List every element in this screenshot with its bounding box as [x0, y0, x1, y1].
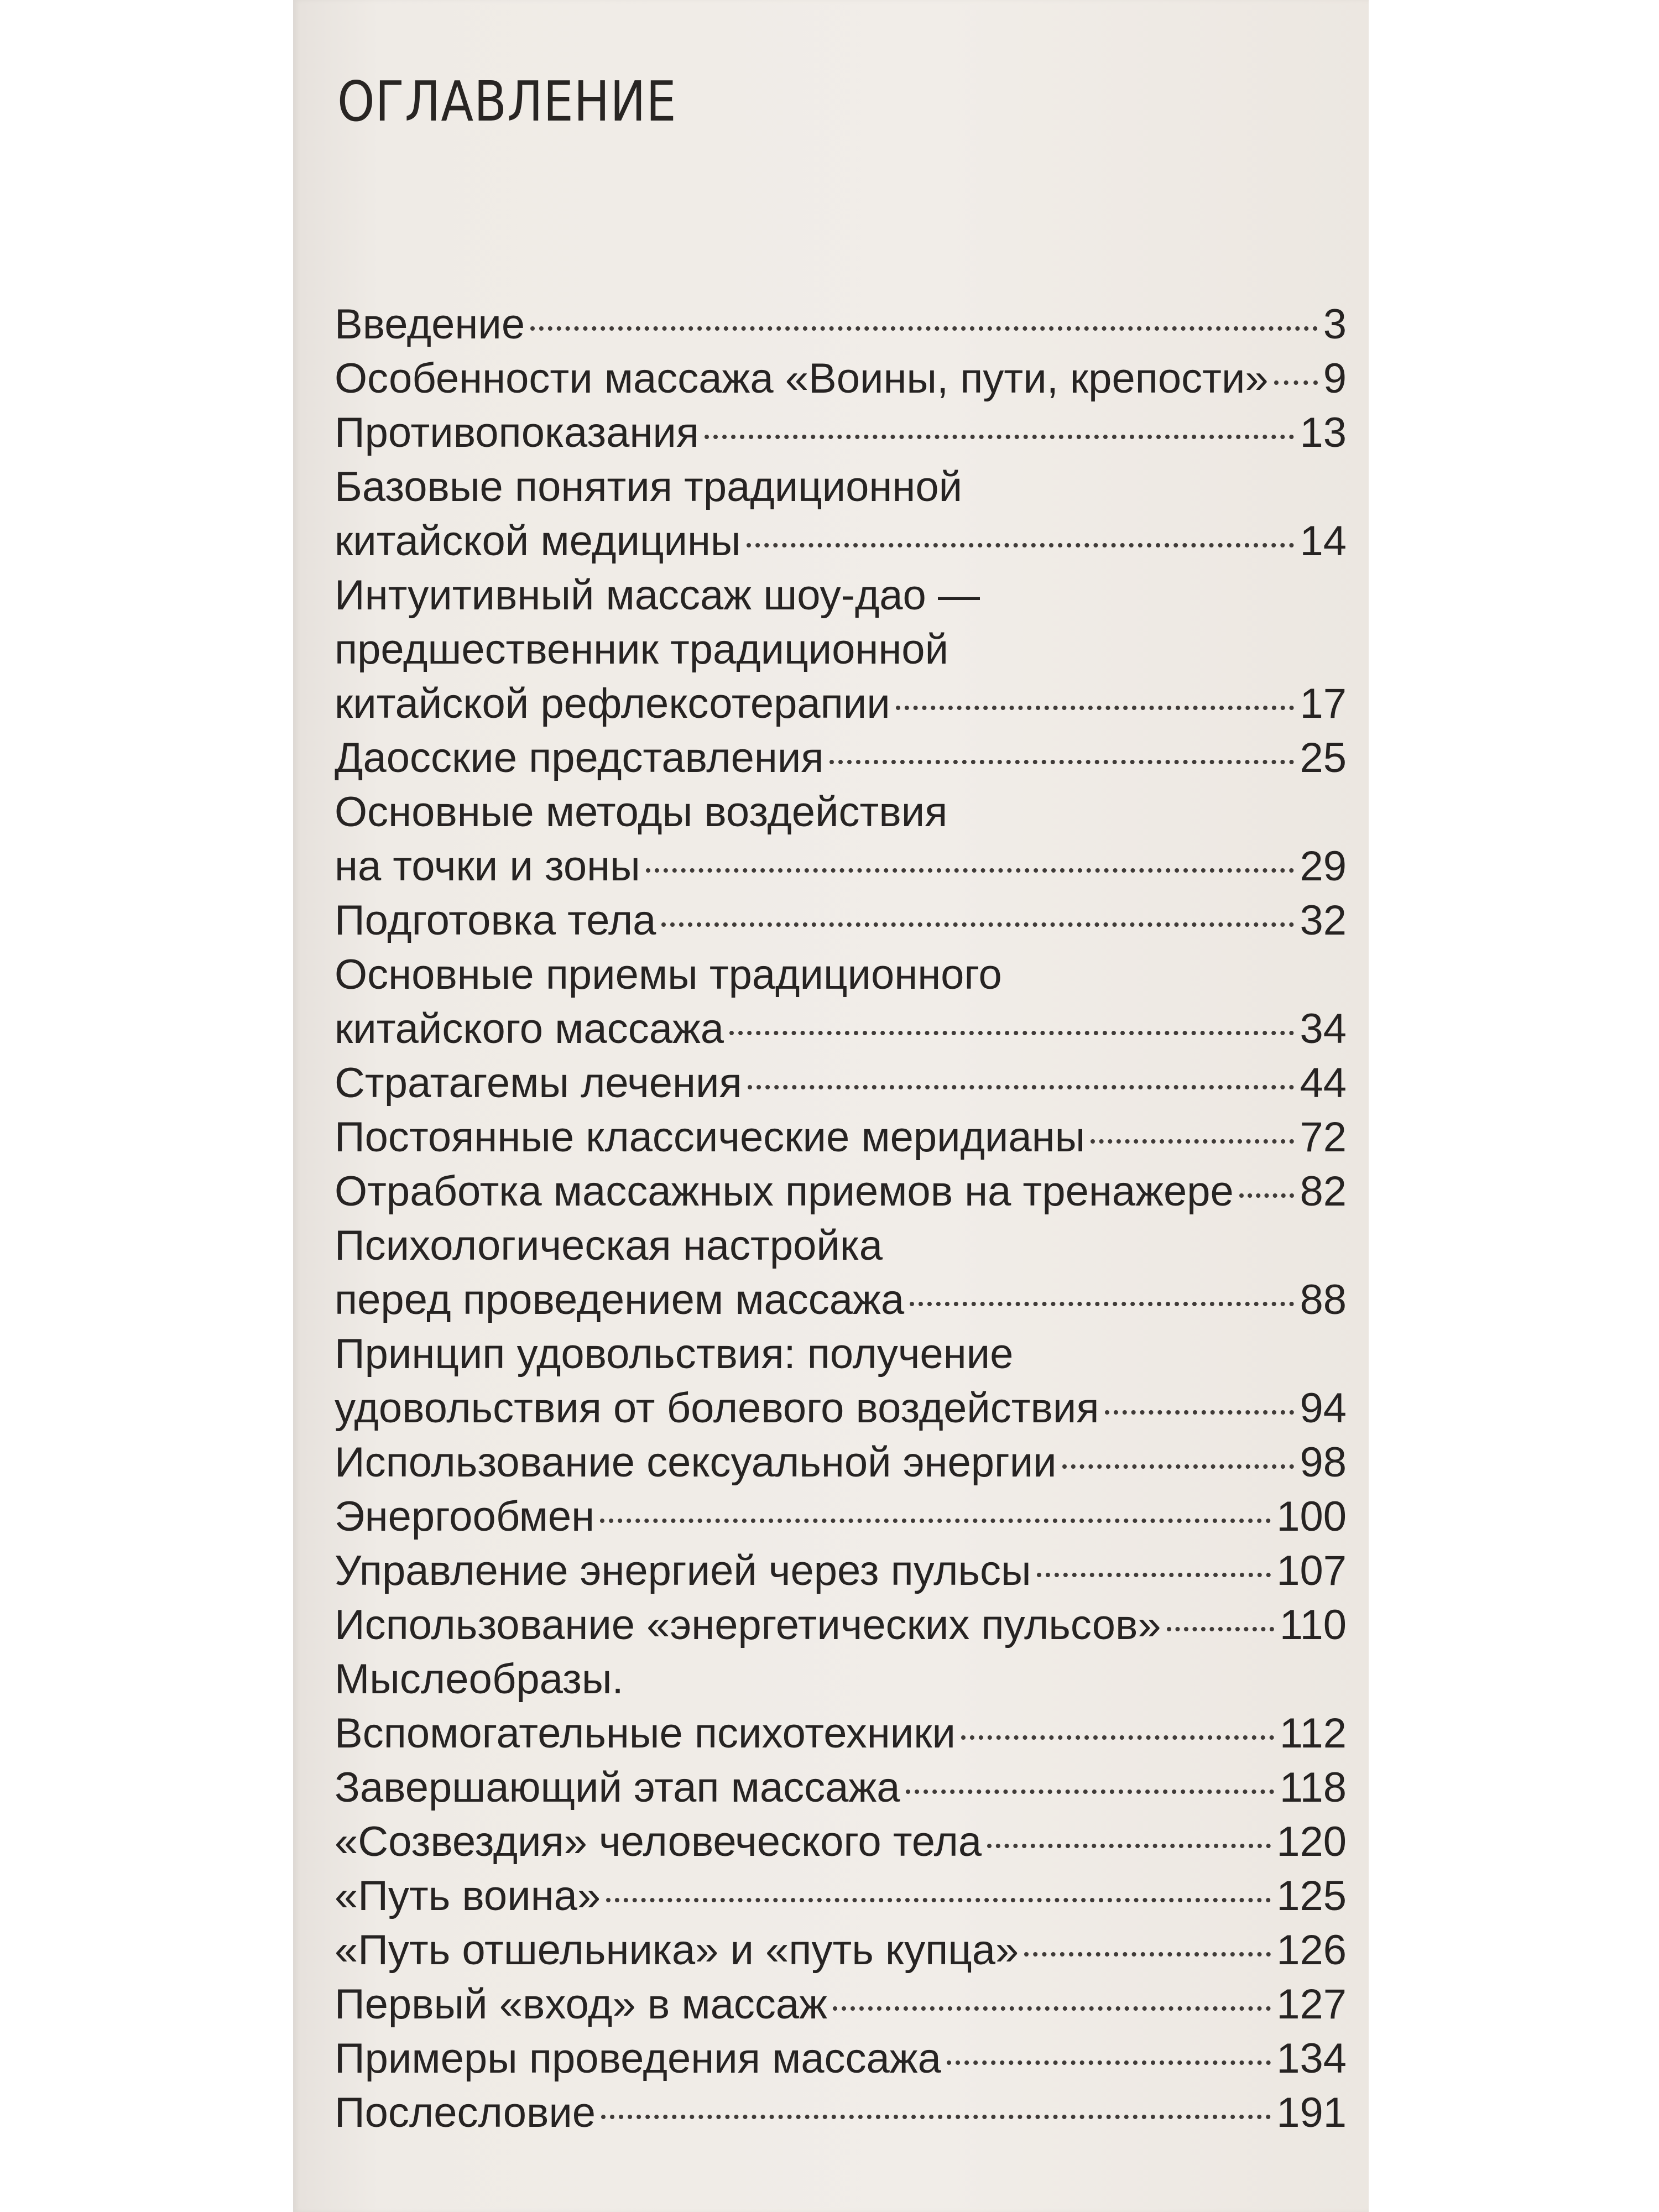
toc-entry [335, 406, 1347, 460]
toc-entry [335, 948, 1347, 1056]
toc-entry-line [335, 1436, 1347, 1490]
dot-leader [987, 1844, 1271, 1848]
toc-entry-title: Психологическая настройка [335, 1222, 883, 1269]
toc-page-number: 125 [1276, 1872, 1347, 1919]
dot-leader [896, 706, 1295, 710]
dot-leader [1037, 1573, 1271, 1577]
toc-entry-title: Принцип удовольствия: получение [335, 1331, 1014, 1378]
toc-entry-title: Введение [335, 301, 525, 348]
toc-entry [335, 1978, 1347, 2032]
toc-entry-line [335, 1978, 1347, 2032]
toc-entry-line [335, 1002, 1347, 1056]
toc-entry [335, 2032, 1347, 2086]
toc-entry-title: «Путь воина» [335, 1872, 601, 1919]
toc-entry [335, 1652, 1347, 1761]
toc-page-number: 32 [1300, 897, 1347, 944]
dot-leader [661, 922, 1294, 927]
toc-entry-line [335, 948, 1347, 1002]
toc-page-number: 100 [1276, 1493, 1347, 1540]
toc-entry-title: предшественник традиционной [335, 626, 949, 673]
toc-page-number: 126 [1276, 1927, 1347, 1974]
dot-leader [1091, 1139, 1294, 1144]
dot-leader [748, 1085, 1295, 1089]
toc-entry-line [335, 677, 1347, 731]
dot-leader [1239, 1193, 1295, 1198]
toc-entry-title: Базовые понятия традиционной [335, 463, 963, 510]
toc-entry-line [335, 894, 1347, 948]
toc-entry-line [335, 514, 1347, 568]
toc-entry-title: китайского массажа [335, 1005, 724, 1052]
toc-entry-title: Использование сексуальной энергии [335, 1439, 1057, 1486]
toc-entry-title: «Созвездия» человеческого тела [335, 1818, 982, 1865]
toc-page-number: 191 [1276, 2089, 1347, 2136]
toc-page-number: 82 [1300, 1168, 1347, 1215]
toc-page-number: 29 [1300, 843, 1347, 890]
dot-leader [600, 1519, 1271, 1523]
toc-entry [335, 1815, 1347, 1869]
toc-entry [335, 1165, 1347, 1219]
toc-entry-line [335, 1327, 1347, 1381]
dot-leader [906, 1790, 1274, 1794]
toc-entry-line [335, 1815, 1347, 1869]
dot-leader [1105, 1410, 1295, 1415]
toc-page-number: 14 [1300, 518, 1347, 565]
toc-entry-title: Противопоказания [335, 409, 699, 456]
toc-entry-line [335, 568, 1347, 623]
toc-page-number: 72 [1300, 1114, 1347, 1161]
page-title: ОГЛАВЛЕНИЕ [337, 69, 677, 134]
toc-entry-line [335, 460, 1347, 514]
toc-entry-line [335, 1869, 1347, 1923]
toc-entry [335, 1761, 1347, 1815]
toc-entry-line [335, 1165, 1347, 1219]
toc-entry-title: Подготовка тела [335, 897, 656, 944]
toc-entry-title: Первый «вход» в массаж [335, 1981, 827, 2028]
toc-entry [335, 2086, 1347, 2140]
toc-entry-title: Примеры проведения массажа [335, 2035, 941, 2082]
toc-page-number: 13 [1300, 409, 1347, 456]
dot-leader [961, 1735, 1274, 1740]
toc-entry-title: Основные методы воздействия [335, 789, 948, 836]
toc-entry-title: Управление энергией через пульсы [335, 1547, 1031, 1594]
dot-leader [830, 760, 1295, 764]
toc-entry-line [335, 1761, 1347, 1815]
dot-leader [1062, 1464, 1295, 1469]
dot-leader [601, 2115, 1271, 2119]
toc-entry [335, 1327, 1347, 1436]
toc-entry [335, 568, 1347, 731]
toc-page-number: 34 [1300, 1005, 1347, 1052]
toc-entry [335, 785, 1347, 894]
toc-entry-line [335, 298, 1347, 352]
toc-entry [335, 1923, 1347, 1978]
toc-entry [335, 1219, 1347, 1327]
toc-page-number: 107 [1276, 1547, 1347, 1594]
toc-entry-line [335, 1490, 1347, 1544]
toc-page-number: 3 [1323, 301, 1347, 348]
toc-entry [335, 1110, 1347, 1165]
toc-entry [335, 298, 1347, 352]
toc-entry-title: китайской рефлексотерапии [335, 680, 890, 727]
toc-entry-line [335, 1056, 1347, 1110]
dot-leader [1024, 1952, 1271, 1957]
toc-entry-title: «Путь отшельника» и «путь купца» [335, 1927, 1019, 1974]
toc-entry-line [335, 2086, 1347, 2140]
toc-entry-title: удовольствия от болевого воздействия [335, 1385, 1099, 1432]
toc-entry-line [335, 785, 1347, 839]
dot-leader [833, 2006, 1271, 2011]
toc-page-number: 110 [1279, 1601, 1347, 1648]
toc-entry-title: китайской медицины [335, 518, 741, 565]
toc-page-number: 44 [1300, 1060, 1347, 1107]
toc-entry-line [335, 731, 1347, 785]
dot-leader [910, 1302, 1294, 1306]
toc-entry [335, 1056, 1347, 1110]
toc-entry-title: Завершающий этап массажа [335, 1764, 900, 1811]
table-of-contents [335, 298, 1347, 2140]
toc-entry [335, 1544, 1347, 1598]
toc-entry-title: Даосские представления [335, 734, 824, 781]
toc-entry-title: Использование «энергетических пульсов» [335, 1601, 1161, 1648]
toc-entry-title: Послесловие [335, 2089, 596, 2136]
toc-page-number: 118 [1279, 1764, 1347, 1811]
toc-page-number: 25 [1300, 734, 1347, 781]
toc-entry-title: Стратагемы лечения [335, 1060, 742, 1107]
toc-entry-line [335, 352, 1347, 406]
dot-leader [606, 1898, 1271, 1902]
toc-entry-title: Особенности массажа «Воины, пути, крепости» [335, 355, 1269, 402]
toc-entry-title: Постоянные классические меридианы [335, 1114, 1086, 1161]
toc-page-number: 9 [1323, 355, 1347, 402]
toc-entry-line [335, 623, 1347, 677]
toc-entry-line [335, 1923, 1347, 1978]
toc-page-number: 17 [1300, 680, 1347, 727]
toc-page-number: 98 [1300, 1439, 1347, 1486]
toc-page-number: 88 [1300, 1276, 1347, 1323]
toc-entry-title: Основные приемы традиционного [335, 951, 1002, 998]
dot-leader [705, 435, 1294, 439]
toc-entry-line [335, 839, 1347, 894]
toc-page-number: 127 [1276, 1981, 1347, 2028]
toc-entry-line [335, 2032, 1347, 2086]
dot-leader [1274, 380, 1318, 385]
toc-entry-line [335, 1598, 1347, 1652]
toc-page-number: 120 [1276, 1818, 1347, 1865]
toc-entry [335, 352, 1347, 406]
toc-entry [335, 894, 1347, 948]
toc-entry-title: Интуитивный массаж шоу-дао — [335, 572, 980, 619]
toc-entry-title: Вспомогательные психотехники [335, 1710, 956, 1757]
dot-leader [646, 868, 1295, 873]
toc-entry-title: Отработка массажных приемов на тренажере [335, 1168, 1234, 1215]
toc-page-number: 134 [1276, 2035, 1347, 2082]
toc-entry-line [335, 1544, 1347, 1598]
toc-entry [335, 1869, 1347, 1923]
toc-entry [335, 1436, 1347, 1490]
toc-entry-title: перед проведением массажа [335, 1276, 905, 1323]
dot-leader [729, 1031, 1294, 1035]
toc-entry [335, 731, 1347, 785]
toc-entry [335, 1490, 1347, 1544]
toc-entry-title: на точки и зоны [335, 843, 640, 890]
book-page [293, 0, 1369, 2212]
toc-entry-line [335, 1110, 1347, 1165]
toc-entry-line [335, 1707, 1347, 1761]
toc-page-number: 94 [1300, 1385, 1347, 1432]
dot-leader [1167, 1627, 1274, 1631]
toc-entry [335, 1598, 1347, 1652]
dot-leader [947, 2060, 1271, 2065]
toc-page-number: 112 [1279, 1710, 1347, 1757]
dot-leader [747, 543, 1295, 547]
toc-entry-line [335, 1273, 1347, 1327]
toc-entry-title: Энергообмен [335, 1493, 595, 1540]
toc-entry-line [335, 406, 1347, 460]
toc-entry-line [335, 1381, 1347, 1436]
dot-leader [530, 326, 1318, 331]
toc-entry-title: Мыслеобразы. [335, 1656, 624, 1703]
toc-entry-line [335, 1652, 1347, 1707]
toc-entry-line [335, 1219, 1347, 1273]
toc-entry [335, 460, 1347, 568]
